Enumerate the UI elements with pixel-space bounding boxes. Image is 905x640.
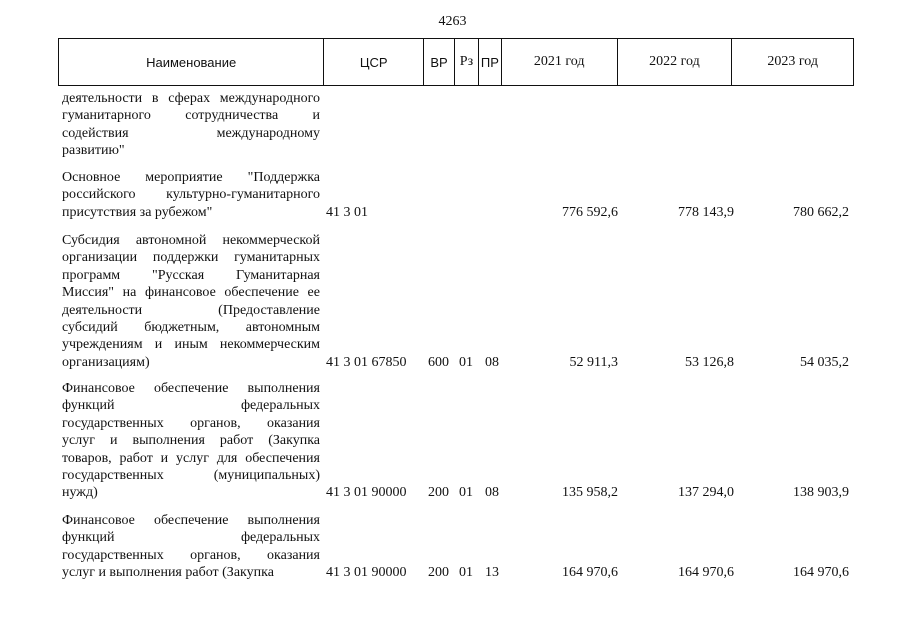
row-name-line: содействия международному [62,125,320,141]
cell-y2021: 776 592,6 [562,204,618,220]
cell-y2022: 53 126,8 [685,354,734,370]
row-name-line: функций федеральных [62,530,320,546]
cell-y2021: 164 970,6 [562,565,618,581]
cell-y2022: 164 970,6 [678,565,734,581]
header-vr: ВР [424,39,455,85]
cell-vr: 600 [428,354,449,370]
row-name-line: услуг и выполнения работ (Закупка [62,433,320,449]
row-name-line: Финансовое обеспечение выполнения [62,381,320,396]
row-name [62,512,320,582]
cell-rz: 01 [459,565,473,581]
cell-csr: 41 3 01 [326,204,368,220]
cell-pr: 08 [485,485,499,501]
row-name-line: товаров, работ и услуг для обеспечения [62,450,320,466]
table-header [58,38,854,86]
row-name-line: российского культурно-гуманитарного [62,187,320,203]
row-name [62,90,320,160]
row-name-line: услуг и выполнения работ (Закупка [62,565,274,581]
cell-rz: 01 [459,485,473,501]
cell-y2021: 52 911,3 [569,354,618,370]
row-name [62,169,320,221]
cell-y2023: 164 970,6 [793,565,849,581]
cell-vr: 200 [428,565,449,581]
cell-y2023: 54 035,2 [800,354,849,370]
cell-vr: 200 [428,485,449,501]
row-name-line: Финансовое обеспечение выполнения [62,513,320,528]
cell-y2023: 780 662,2 [793,204,849,220]
header-rz: Рз [455,39,479,85]
row-name-line: гуманитарного сотрудничества и [62,108,320,124]
row-name-line: деятельности (Предоставление [62,302,320,318]
row-name-line: присутствия за рубежом" [62,204,213,220]
header-2021: 2021 год [502,39,618,85]
page-number: 4263 [438,14,467,29]
row-name [62,380,320,502]
row-name-line: развитию" [62,143,125,159]
row-name-line: Субсидия автономной некоммерческой [62,233,320,248]
cell-y2021: 135 958,2 [562,485,618,501]
header-name: Наименование [59,39,324,85]
header-pr: ПР [479,39,502,85]
row-name-line: государственных (муниципальных) [62,468,320,484]
cell-csr: 41 3 01 90000 [326,485,407,501]
row-name-line: функций федеральных [62,398,320,414]
cell-rz: 01 [459,354,473,370]
cell-pr: 08 [485,354,499,370]
row-name-line: организациям) [62,354,150,370]
row-name-line: учреждениям и иным некоммерческим [62,337,320,353]
row-name-line: программ "Русская Гуманитарная [62,267,320,283]
row-name-line: организации поддержки гуманитарных [62,250,320,266]
cell-y2022: 137 294,0 [678,485,734,501]
row-name-line: деятельности в сферах международного [62,91,320,106]
header-csr: ЦСР [324,39,424,85]
row-name-line: государственных органов, оказания [62,547,320,563]
row-name-line: Основное мероприятие "Поддержка [62,170,320,185]
row-name-line: субсидий бюджетным, автономным [62,320,320,336]
cell-pr: 13 [485,565,499,581]
row-name [62,232,320,371]
cell-csr: 41 3 01 67850 [326,354,407,370]
row-name-line: нужд) [62,485,98,501]
cell-y2023: 138 903,9 [793,485,849,501]
row-name-line: государственных органов, оказания [62,415,320,431]
cell-y2022: 778 143,9 [678,204,734,220]
cell-csr: 41 3 01 90000 [326,565,407,581]
header-2023: 2023 год [767,54,818,69]
header-2022: 2022 год [618,39,733,85]
row-name-line: Миссия" на финансовое обеспечение ее [62,285,320,301]
